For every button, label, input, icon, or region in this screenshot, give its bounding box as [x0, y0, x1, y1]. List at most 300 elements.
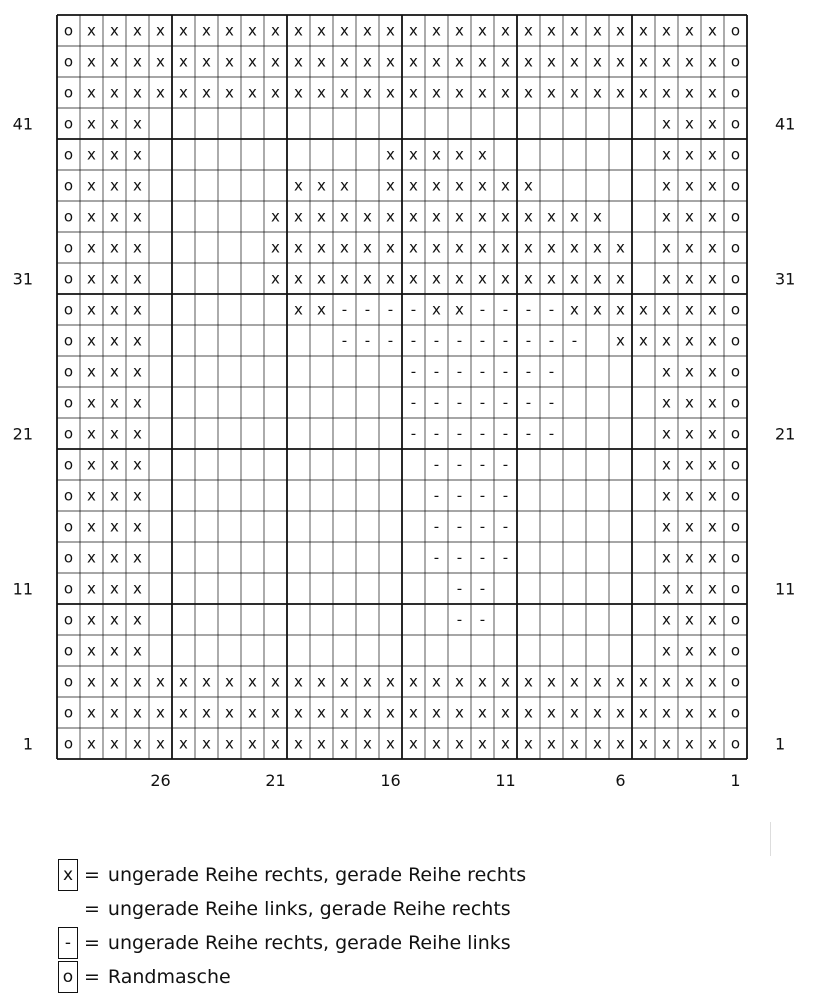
knit-symbol: x: [133, 393, 142, 412]
knit-symbol: x: [455, 207, 464, 226]
knit-symbol: x: [708, 641, 717, 660]
knit-symbol: x: [662, 269, 671, 288]
knit-symbol: x: [409, 703, 418, 722]
knit-symbol: x: [409, 145, 418, 164]
knit-symbol: x: [363, 703, 372, 722]
knit-symbol: x: [547, 83, 556, 102]
knit-symbol: x: [409, 52, 418, 71]
knit-symbol: x: [179, 83, 188, 102]
knit-symbol: x: [110, 114, 119, 133]
knit-symbol: x: [202, 52, 211, 71]
knit-symbol: x: [501, 21, 510, 40]
knit-symbol: x: [363, 269, 372, 288]
knit-symbol: x: [501, 269, 510, 288]
knit-symbol: x: [685, 610, 694, 629]
knit-symbol: x: [685, 145, 694, 164]
purl-symbol: -: [548, 362, 555, 381]
legend-item-purl: [58, 892, 526, 926]
knit-symbol: x: [133, 486, 142, 505]
knit-symbol: x: [133, 579, 142, 598]
knit-symbol: x: [179, 734, 188, 753]
knit-symbol: x: [87, 579, 96, 598]
purl-symbol: -: [479, 579, 486, 598]
knit-symbol: x: [524, 703, 533, 722]
legend-text: ungerade Reihe rechts, gerade Reihe rechts: [107, 864, 527, 886]
knit-symbol: x: [685, 300, 694, 319]
knit-symbol: x: [110, 331, 119, 350]
knit-symbol: x: [340, 83, 349, 102]
knit-symbol: x: [110, 300, 119, 319]
legend-text: Randmasche: [107, 966, 231, 988]
knit-symbol: x: [87, 424, 96, 443]
knit-symbol: x: [455, 300, 464, 319]
edge-stitch-symbol: o: [63, 703, 74, 722]
purl-symbol: -: [433, 455, 440, 474]
knit-symbol: x: [708, 672, 717, 691]
row-number-left: 11: [12, 579, 33, 599]
knit-symbol: x: [133, 52, 142, 71]
knit-symbol: x: [570, 83, 579, 102]
column-number: 1: [730, 771, 741, 790]
knit-symbol: x: [133, 455, 142, 474]
knit-symbol: x: [455, 734, 464, 753]
knit-symbol: x: [340, 21, 349, 40]
knit-symbol: x: [409, 734, 418, 753]
knit-symbol: x: [110, 362, 119, 381]
knit-symbol: x: [455, 672, 464, 691]
legend-equals: =: [84, 898, 100, 920]
knit-symbol: x: [616, 734, 625, 753]
row-number-right: 1: [775, 734, 786, 754]
edge-stitch-symbol: o: [63, 455, 74, 474]
purl-symbol: -: [387, 300, 394, 319]
knit-symbol: x: [708, 207, 717, 226]
knit-symbol: x: [409, 207, 418, 226]
knit-symbol: x: [87, 207, 96, 226]
knit-symbol: x: [386, 207, 395, 226]
knit-symbol: x: [386, 52, 395, 71]
column-number: 16: [380, 771, 401, 790]
purl-symbol: -: [433, 548, 440, 567]
knit-symbol: x: [478, 52, 487, 71]
edge-mark: [770, 822, 771, 856]
knit-symbol: x: [110, 207, 119, 226]
knit-symbol: x: [662, 393, 671, 412]
edge-stitch-symbol: o: [730, 114, 741, 133]
purl-symbol: -: [433, 424, 440, 443]
purl-symbol: -: [479, 517, 486, 536]
knit-symbol: x: [133, 331, 142, 350]
knit-symbol: x: [478, 269, 487, 288]
knit-symbol: x: [156, 672, 165, 691]
knit-symbol: x: [524, 176, 533, 195]
knit-symbol: x: [248, 672, 257, 691]
knit-symbol: x: [616, 331, 625, 350]
purl-symbol: -: [525, 362, 532, 381]
knit-symbol: x: [616, 269, 625, 288]
knit-symbol: x: [432, 176, 441, 195]
knit-symbol: x: [87, 238, 96, 257]
knit-symbol: x: [202, 21, 211, 40]
knit-symbol: x: [202, 734, 211, 753]
knit-symbol: x: [110, 548, 119, 567]
knit-symbol: x: [616, 672, 625, 691]
knit-symbol: x: [87, 486, 96, 505]
knit-symbol: x: [156, 21, 165, 40]
purl-symbol: -: [456, 362, 463, 381]
legend-symbol-box: [58, 893, 78, 925]
legend-equals: =: [84, 932, 100, 954]
knit-symbol: x: [294, 238, 303, 257]
purl-symbol: -: [456, 424, 463, 443]
knit-symbol: x: [409, 21, 418, 40]
knit-symbol: x: [708, 703, 717, 722]
purl-symbol: -: [548, 393, 555, 412]
edge-stitch-symbol: o: [63, 114, 74, 133]
knit-symbol: x: [317, 83, 326, 102]
knit-symbol: x: [110, 83, 119, 102]
edge-stitch-symbol: o: [730, 238, 741, 257]
purl-symbol: -: [410, 300, 417, 319]
knit-symbol: x: [133, 424, 142, 443]
knit-symbol: x: [110, 145, 119, 164]
knit-symbol: x: [662, 579, 671, 598]
knit-symbol: x: [271, 83, 280, 102]
purl-symbol: -: [479, 331, 486, 350]
knit-symbol: x: [478, 207, 487, 226]
knit-symbol: x: [87, 362, 96, 381]
knit-symbol: x: [179, 672, 188, 691]
knit-symbol: x: [616, 21, 625, 40]
knit-symbol: x: [317, 176, 326, 195]
knit-symbol: x: [202, 672, 211, 691]
purl-symbol: -: [502, 424, 509, 443]
knit-symbol: x: [662, 207, 671, 226]
column-number: 6: [615, 771, 626, 790]
knit-symbol: x: [340, 269, 349, 288]
knit-symbol: x: [110, 393, 119, 412]
edge-stitch-symbol: o: [730, 455, 741, 474]
legend-symbol-box: x: [58, 859, 78, 891]
knit-symbol: x: [386, 145, 395, 164]
knit-symbol: x: [87, 517, 96, 536]
knit-symbol: x: [685, 486, 694, 505]
edge-stitch-symbol: o: [63, 424, 74, 443]
knit-symbol: x: [662, 610, 671, 629]
knit-symbol: x: [133, 176, 142, 195]
knit-symbol: x: [708, 300, 717, 319]
row-number-left: 31: [12, 269, 33, 289]
purl-symbol: -: [456, 548, 463, 567]
knit-symbol: x: [639, 331, 648, 350]
knit-symbol: x: [225, 672, 234, 691]
purl-symbol: -: [410, 362, 417, 381]
knit-symbol: x: [708, 21, 717, 40]
purl-symbol: -: [387, 331, 394, 350]
knit-symbol: x: [409, 83, 418, 102]
knit-symbol: x: [547, 21, 556, 40]
edge-stitch-symbol: o: [730, 703, 741, 722]
knit-symbol: x: [87, 52, 96, 71]
knit-symbol: x: [294, 52, 303, 71]
knit-symbol: x: [708, 238, 717, 257]
edge-stitch-symbol: o: [730, 393, 741, 412]
knit-symbol: x: [248, 21, 257, 40]
knit-symbol: x: [156, 703, 165, 722]
knit-symbol: x: [110, 424, 119, 443]
knit-symbol: x: [271, 238, 280, 257]
knit-symbol: x: [271, 207, 280, 226]
knit-symbol: x: [501, 207, 510, 226]
purl-symbol: -: [525, 300, 532, 319]
row-number-right: 31: [775, 269, 796, 289]
knit-symbol: x: [593, 269, 602, 288]
knit-symbol: x: [708, 734, 717, 753]
knit-symbol: x: [271, 21, 280, 40]
knit-symbol: x: [248, 703, 257, 722]
knit-symbol: x: [87, 610, 96, 629]
knit-symbol: x: [708, 548, 717, 567]
knit-symbol: x: [685, 672, 694, 691]
knit-symbol: x: [133, 238, 142, 257]
edge-stitch-symbol: o: [730, 424, 741, 443]
knit-symbol: x: [455, 176, 464, 195]
purl-symbol: -: [456, 393, 463, 412]
knit-symbol: x: [87, 455, 96, 474]
edge-stitch-symbol: o: [63, 207, 74, 226]
knit-symbol: x: [478, 21, 487, 40]
knit-symbol: x: [133, 269, 142, 288]
edge-stitch-symbol: o: [730, 52, 741, 71]
knit-symbol: x: [708, 579, 717, 598]
row-number-left: 21: [12, 424, 33, 444]
legend-text: ungerade Reihe links, gerade Reihe rechts: [107, 898, 511, 920]
knit-symbol: x: [110, 455, 119, 474]
knit-symbol: x: [662, 703, 671, 722]
knit-symbol: x: [225, 83, 234, 102]
knit-symbol: x: [662, 734, 671, 753]
knit-symbol: x: [340, 52, 349, 71]
knit-symbol: x: [685, 83, 694, 102]
purl-symbol: -: [548, 300, 555, 319]
knit-symbol: x: [616, 83, 625, 102]
edge-stitch-symbol: o: [63, 610, 74, 629]
knit-symbol: x: [156, 734, 165, 753]
knit-symbol: x: [524, 269, 533, 288]
knit-symbol: x: [662, 517, 671, 536]
edge-stitch-symbol: o: [730, 300, 741, 319]
knit-symbol: x: [570, 703, 579, 722]
knit-symbol: x: [110, 517, 119, 536]
knit-symbol: x: [662, 455, 671, 474]
knit-symbol: x: [501, 672, 510, 691]
knit-symbol: x: [501, 52, 510, 71]
knit-symbol: x: [87, 703, 96, 722]
knit-symbol: x: [685, 21, 694, 40]
knit-symbol: x: [547, 703, 556, 722]
knit-symbol: x: [317, 238, 326, 257]
knit-symbol: x: [662, 176, 671, 195]
purl-symbol: -: [502, 517, 509, 536]
knit-symbol: x: [662, 145, 671, 164]
knit-symbol: x: [708, 331, 717, 350]
purl-symbol: -: [502, 393, 509, 412]
knit-symbol: x: [110, 238, 119, 257]
edge-stitch-symbol: o: [63, 734, 74, 753]
purl-symbol: -: [341, 331, 348, 350]
purl-symbol: -: [456, 579, 463, 598]
purl-symbol: -: [479, 424, 486, 443]
edge-stitch-symbol: o: [730, 207, 741, 226]
knit-symbol: x: [639, 703, 648, 722]
knit-symbol: x: [386, 238, 395, 257]
knit-symbol: x: [685, 269, 694, 288]
knit-symbol: x: [133, 300, 142, 319]
purl-symbol: -: [479, 393, 486, 412]
knit-symbol: x: [409, 176, 418, 195]
purl-symbol: -: [502, 331, 509, 350]
knit-symbol: x: [133, 610, 142, 629]
knit-symbol: x: [386, 734, 395, 753]
column-number: 11: [495, 771, 516, 790]
knit-symbol: x: [386, 83, 395, 102]
knit-symbol: x: [87, 641, 96, 660]
knit-symbol: x: [363, 207, 372, 226]
knit-symbol: x: [179, 52, 188, 71]
knit-symbol: x: [317, 703, 326, 722]
knit-symbol: x: [432, 207, 441, 226]
knit-symbol: x: [685, 176, 694, 195]
knit-symbol: x: [294, 83, 303, 102]
knit-symbol: x: [685, 207, 694, 226]
knit-symbol: x: [478, 176, 487, 195]
edge-stitch-symbol: o: [63, 641, 74, 660]
knit-symbol: x: [708, 610, 717, 629]
knit-symbol: x: [363, 52, 372, 71]
purl-symbol: -: [364, 331, 371, 350]
edge-stitch-symbol: o: [63, 579, 74, 598]
edge-stitch-symbol: o: [730, 21, 741, 40]
knit-symbol: x: [133, 362, 142, 381]
edge-stitch-symbol: o: [730, 486, 741, 505]
knit-symbol: x: [363, 83, 372, 102]
knit-symbol: x: [133, 207, 142, 226]
edge-stitch-symbol: o: [730, 548, 741, 567]
knit-symbol: x: [432, 672, 441, 691]
knit-symbol: x: [133, 145, 142, 164]
knit-symbol: x: [547, 238, 556, 257]
knit-symbol: x: [547, 207, 556, 226]
knit-symbol: x: [593, 703, 602, 722]
knit-symbol: x: [110, 672, 119, 691]
knit-symbol: x: [432, 703, 441, 722]
knit-symbol: x: [662, 548, 671, 567]
purl-symbol: -: [479, 548, 486, 567]
knit-symbol: x: [455, 52, 464, 71]
knit-symbol: x: [340, 734, 349, 753]
knit-symbol: x: [662, 114, 671, 133]
knit-symbol: x: [87, 734, 96, 753]
knit-symbol: x: [110, 52, 119, 71]
knit-symbol: x: [110, 176, 119, 195]
knit-symbol: x: [87, 145, 96, 164]
edge-stitch-symbol: o: [63, 269, 74, 288]
edge-stitch-symbol: o: [63, 238, 74, 257]
knit-symbol: x: [593, 21, 602, 40]
purl-symbol: -: [433, 331, 440, 350]
knit-symbol: x: [133, 548, 142, 567]
knit-symbol: x: [432, 269, 441, 288]
knit-symbol: x: [708, 517, 717, 536]
knit-symbol: x: [363, 238, 372, 257]
knit-symbol: x: [340, 238, 349, 257]
knit-symbol: x: [432, 734, 441, 753]
legend-symbol-box: o: [58, 961, 78, 993]
knit-symbol: x: [524, 21, 533, 40]
knit-symbol: x: [685, 362, 694, 381]
knit-symbol: x: [110, 703, 119, 722]
knit-symbol: x: [524, 207, 533, 226]
knit-symbol: x: [432, 83, 441, 102]
purl-symbol: -: [548, 424, 555, 443]
knit-symbol: x: [271, 703, 280, 722]
knit-symbol: x: [202, 83, 211, 102]
knit-symbol: x: [570, 672, 579, 691]
knit-symbol: x: [156, 83, 165, 102]
row-number-right: 21: [775, 424, 796, 444]
knit-symbol: x: [547, 672, 556, 691]
knit-symbol: x: [593, 207, 602, 226]
knit-symbol: x: [547, 52, 556, 71]
purl-symbol: -: [456, 455, 463, 474]
knit-symbol: x: [87, 672, 96, 691]
knit-symbol: x: [271, 52, 280, 71]
knit-symbol: x: [593, 672, 602, 691]
knit-symbol: x: [455, 703, 464, 722]
knit-symbol: x: [616, 52, 625, 71]
knit-symbol: x: [156, 52, 165, 71]
knit-symbol: x: [501, 238, 510, 257]
knit-symbol: x: [593, 52, 602, 71]
knit-symbol: x: [294, 207, 303, 226]
knit-symbol: x: [616, 703, 625, 722]
knit-symbol: x: [202, 703, 211, 722]
purl-symbol: -: [410, 331, 417, 350]
knit-symbol: x: [662, 83, 671, 102]
knit-symbol: x: [685, 455, 694, 474]
knit-symbol: x: [87, 393, 96, 412]
knit-symbol: x: [248, 52, 257, 71]
knit-symbol: x: [524, 672, 533, 691]
row-number-left: 41: [12, 114, 33, 134]
knit-symbol: x: [455, 83, 464, 102]
knit-symbol: x: [685, 331, 694, 350]
knit-symbol: x: [662, 672, 671, 691]
knit-symbol: x: [133, 641, 142, 660]
knit-symbol: x: [294, 269, 303, 288]
knit-symbol: x: [133, 83, 142, 102]
knit-symbol: x: [524, 734, 533, 753]
edge-stitch-symbol: o: [63, 362, 74, 381]
purl-symbol: -: [502, 362, 509, 381]
edge-stitch-symbol: o: [730, 331, 741, 350]
purl-symbol: -: [502, 455, 509, 474]
knit-symbol: x: [179, 703, 188, 722]
knit-symbol: x: [662, 424, 671, 443]
knit-symbol: x: [524, 83, 533, 102]
knit-symbol: x: [570, 52, 579, 71]
edge-stitch-symbol: o: [63, 145, 74, 164]
